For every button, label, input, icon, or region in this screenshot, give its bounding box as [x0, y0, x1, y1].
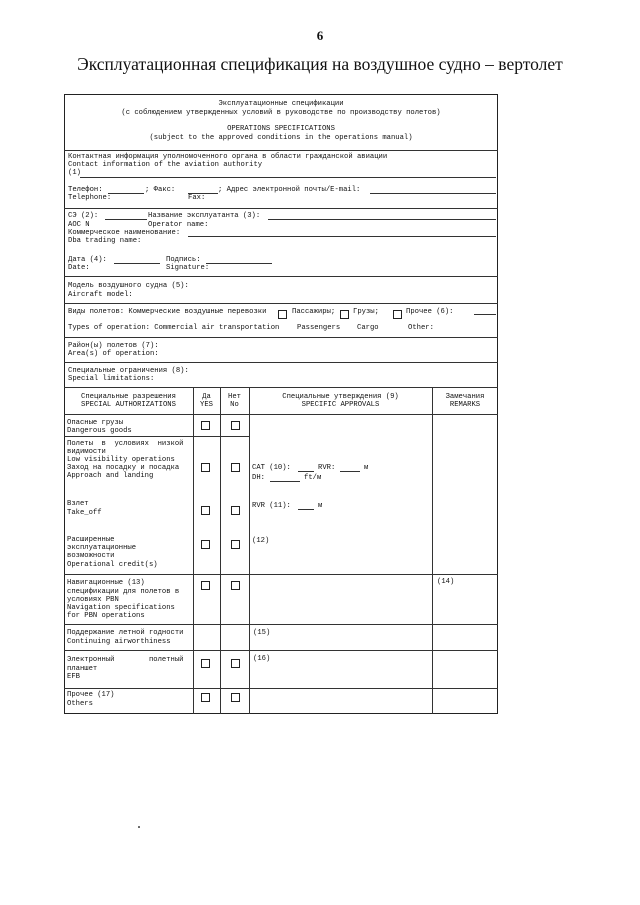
- signature-label-en: Signature:: [166, 264, 210, 272]
- date-label-ru: Дата (4):: [68, 256, 107, 264]
- rvr11-field[interactable]: [298, 509, 314, 510]
- others-no-checkbox[interactable]: [231, 693, 240, 702]
- signature-label-ru: Подпись:: [166, 256, 201, 264]
- pbn-ru-1: Навигационные (13): [67, 579, 145, 587]
- dba-label-ru: Коммерческое наименование:: [68, 229, 181, 237]
- efb-no-checkbox[interactable]: [231, 659, 240, 668]
- low-vis-ru-1: Полеты в условиях низкой: [67, 440, 184, 448]
- low-vis-no-checkbox[interactable]: [231, 463, 240, 472]
- cat-label: CAT (10):: [252, 464, 291, 472]
- passengers-checkbox[interactable]: [278, 310, 287, 319]
- col-no-en: No: [230, 401, 239, 409]
- divider: [64, 276, 498, 277]
- header-en-sub: (subject to the approved conditions in the operations manual): [149, 134, 413, 142]
- low-vis-ru-2: видимости: [67, 448, 106, 456]
- op-credit-yes-checkbox[interactable]: [201, 540, 210, 549]
- rvr-field[interactable]: [340, 471, 360, 472]
- authority-ref: (1): [68, 169, 81, 177]
- fax-label-en: Fax:: [188, 194, 206, 202]
- limits-label-ru: Специальные ограничения (8):: [68, 367, 189, 375]
- aoc-label-en: AOC N: [68, 221, 90, 229]
- col-divider: [193, 387, 194, 714]
- divider: [64, 436, 249, 437]
- col-no-ru: Нет: [228, 393, 241, 401]
- phone-label-ru: Телефон:: [68, 186, 103, 194]
- aoc-field[interactable]: [105, 219, 147, 220]
- area-label-ru: Район(ы) полетов (7):: [68, 342, 159, 350]
- other-type-label-ru: Прочее (6):: [406, 308, 454, 316]
- other-type-field[interactable]: [474, 314, 496, 315]
- op-credit-en: Operational credit(s): [67, 561, 158, 569]
- col-authorizations-ru: Специальные разрешения: [81, 393, 176, 401]
- cargo-label-ru: Грузы;: [353, 308, 379, 316]
- low-vis-en-2: Approach and landing: [67, 472, 154, 480]
- op-credit-ru-1: Расширенные: [67, 536, 115, 544]
- divider: [64, 337, 498, 338]
- email-field[interactable]: [370, 193, 496, 194]
- col-divider: [249, 387, 250, 714]
- airworthiness-ru: Поддержание летной годности: [67, 629, 184, 637]
- others-ru: Прочее (17): [67, 691, 115, 699]
- fax-label-ru: ; Факс:: [145, 186, 176, 194]
- dh-label: DH:: [252, 474, 265, 482]
- phone-label-en: Telephone:: [68, 194, 112, 202]
- op-credit-no-checkbox[interactable]: [231, 540, 240, 549]
- dangerous-goods-en: Dangerous goods: [67, 427, 132, 435]
- scan-speck: [138, 826, 140, 828]
- col-remarks-en: REMARKS: [449, 401, 481, 409]
- date-label-en: Date:: [68, 264, 90, 272]
- pbn-yes-checkbox[interactable]: [201, 581, 210, 590]
- takeoff-en: Take_off: [67, 509, 102, 517]
- cargo-checkbox[interactable]: [340, 310, 349, 319]
- pbn-remarks-ref: (14): [437, 578, 455, 586]
- efb-ref: (16): [253, 655, 271, 663]
- other-type-checkbox[interactable]: [393, 310, 402, 319]
- divider: [64, 208, 498, 209]
- op-credit-ref: (12): [252, 537, 270, 545]
- date-field[interactable]: [114, 263, 160, 264]
- aoc-label-ru: СЭ (2):: [68, 212, 99, 220]
- page-title: Эксплуатационная спецификация на воздушное судно – вертолет: [77, 54, 563, 74]
- pbn-no-checkbox[interactable]: [231, 581, 240, 590]
- col-approvals-en: SPECIFIC APPROVALS: [301, 401, 380, 409]
- email-label: ; Адрес электронной почты/E-mail:: [218, 186, 361, 194]
- model-label-ru: Модель воздушного судна (5):: [68, 282, 189, 290]
- efb-en: EFB: [67, 673, 80, 681]
- airworthiness-ref: (15): [253, 629, 271, 637]
- divider: [64, 150, 498, 151]
- efb-ru-1: Электронный полетный: [67, 656, 184, 664]
- types-label-en: Types of operation: Commercial air transportation: [68, 324, 280, 332]
- dh-field[interactable]: [270, 481, 300, 482]
- rvr11-label: RVR (11):: [252, 502, 291, 510]
- authority-label-en: Contact information of the aviation authority: [68, 161, 263, 169]
- pbn-en-2: for PBN operations: [67, 612, 145, 620]
- operator-name-label-ru: Название эксплуатанта (3):: [148, 212, 261, 220]
- others-yes-checkbox[interactable]: [201, 693, 210, 702]
- authority-field[interactable]: [80, 177, 496, 178]
- low-vis-ru-3: Заход на посадку и посадка: [67, 464, 180, 472]
- dba-label-en: Dba trading name:: [68, 237, 142, 245]
- passengers-label-en: Passengers: [297, 324, 341, 332]
- col-divider: [432, 387, 433, 714]
- takeoff-no-checkbox[interactable]: [231, 506, 240, 515]
- types-label-ru: Виды полетов: Коммерческие воздушные перевозки: [68, 308, 267, 316]
- pbn-en-1: Navigation specifications: [67, 604, 175, 612]
- page-number: 6: [316, 28, 324, 43]
- model-label-en: Aircraft model:: [68, 291, 133, 299]
- col-approvals-ru: Специальные утверждения (9): [282, 393, 399, 401]
- header-ru-title: Эксплуатационные спецификации: [218, 100, 344, 108]
- passengers-label-ru: Пассажиры;: [292, 308, 336, 316]
- op-credit-ru-3: возможности: [67, 552, 115, 560]
- dangerous-goods-yes-checkbox[interactable]: [201, 421, 210, 430]
- divider: [64, 303, 498, 304]
- cargo-label-en: Cargo: [357, 324, 379, 332]
- other-type-label-en: Other:: [408, 324, 434, 332]
- authority-label-ru: Контактная информация уполномоченного органа в области гражданской авиации: [68, 153, 388, 161]
- col-yes-ru: Да: [202, 393, 211, 401]
- rvr-label: RVR:: [318, 464, 336, 472]
- dh-unit: ft/м: [304, 474, 322, 482]
- dba-field[interactable]: [188, 236, 496, 237]
- low-vis-yes-checkbox[interactable]: [201, 463, 210, 472]
- pbn-ru-2: спецификации для полетов в: [67, 588, 180, 596]
- dangerous-goods-ru: Опасные грузы: [67, 419, 124, 427]
- op-credit-ru-2: эксплуатационные: [67, 544, 137, 552]
- efb-ru-2: планшет: [67, 665, 98, 673]
- rvr11-unit: м: [318, 502, 323, 510]
- airworthiness-en: Continuing airworthiness: [67, 638, 171, 646]
- efb-yes-checkbox[interactable]: [201, 659, 210, 668]
- operator-name-label-en: Operator name:: [148, 221, 209, 229]
- dangerous-goods-no-checkbox[interactable]: [231, 421, 240, 430]
- phone-field[interactable]: [108, 193, 144, 194]
- limits-label-en: Special limitations:: [68, 375, 155, 383]
- header-ru-sub: (с соблюдением утвержденных условий в руководстве по производству полетов): [121, 109, 441, 117]
- pbn-ru-3: условиях PBN: [67, 596, 119, 604]
- others-en: Others: [67, 700, 93, 708]
- area-label-en: Area(s) of operation:: [68, 350, 159, 358]
- header-en-title: OPERATIONS SPECIFICATIONS: [227, 125, 335, 133]
- signature-field[interactable]: [206, 263, 272, 264]
- operator-name-field[interactable]: [268, 219, 496, 220]
- col-remarks-ru: Замечания: [445, 393, 485, 401]
- cat-field[interactable]: [298, 471, 314, 472]
- low-vis-en-1: Low visibility operations: [67, 456, 175, 464]
- col-authorizations-en: SPECIAL AUTHORIZATIONS: [81, 401, 176, 409]
- takeoff-ru: Взлет: [67, 500, 89, 508]
- takeoff-yes-checkbox[interactable]: [201, 506, 210, 515]
- divider: [64, 362, 498, 363]
- col-divider: [220, 387, 221, 714]
- col-yes-en: YES: [200, 401, 213, 409]
- rvr-unit: м: [364, 464, 369, 472]
